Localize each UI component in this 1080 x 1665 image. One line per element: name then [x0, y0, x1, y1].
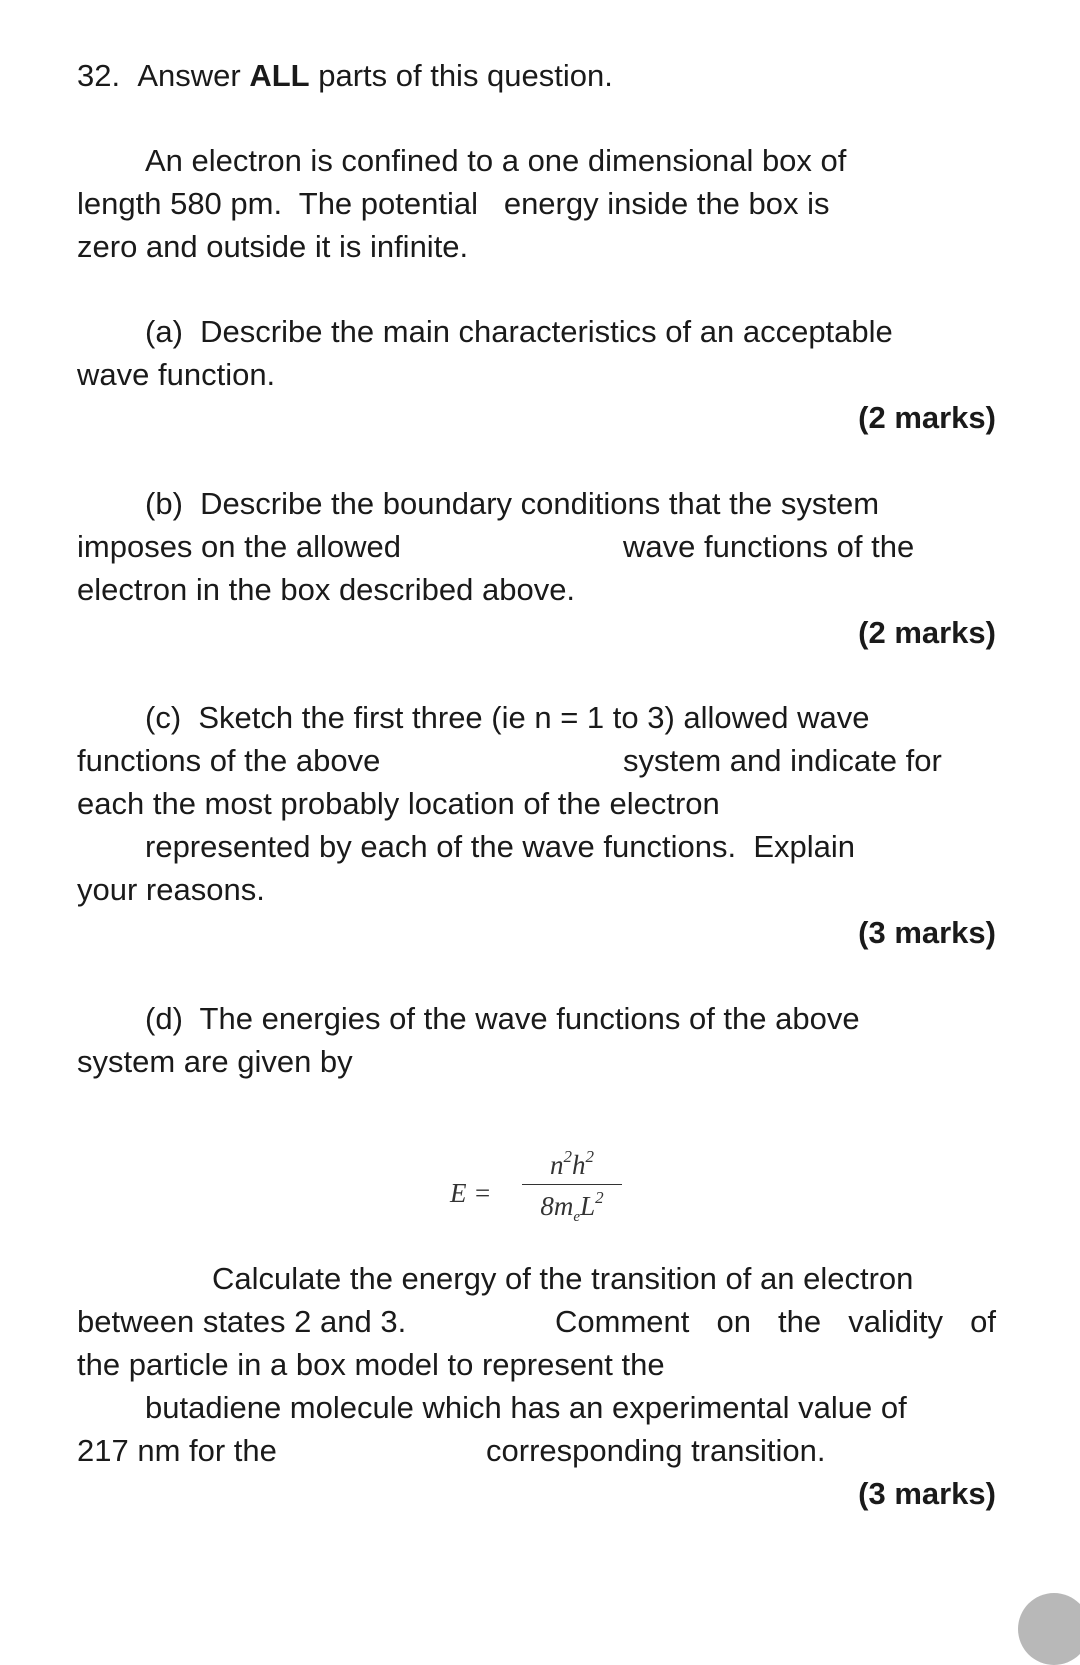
- question-heading: [77, 54, 613, 98]
- stem-line-1: An electron is confined to a one dimensional box of: [145, 143, 847, 178]
- part-c-line-5: your reasons.: [77, 872, 265, 907]
- part-c-line-4: represented by each of the wave functions. Explain: [145, 829, 855, 864]
- part-d-line-5: the particle in a box model to represent the: [77, 1347, 665, 1382]
- part-b-line-3: electron in the box described above.: [77, 572, 576, 607]
- part-d-line-4-word-4: validity: [848, 1304, 944, 1339]
- formula-fraction: [522, 1147, 622, 1225]
- question-intro-after: parts of this question.: [309, 58, 613, 93]
- part-d-line-7-right: corresponding transition.: [486, 1433, 826, 1468]
- formula-den-l-exp: 2: [595, 1188, 604, 1207]
- part-b-marks: (2 marks): [858, 615, 996, 650]
- formula-num-n-exp: 2: [563, 1147, 572, 1166]
- question-intro-before: Answer: [137, 58, 250, 93]
- part-d-line-4-word-2: on: [716, 1304, 751, 1339]
- part-a-line-2: wave function.: [77, 357, 276, 392]
- question-number: 32.: [77, 58, 121, 93]
- formula-lhs: E =: [450, 1178, 492, 1208]
- formula-den-l: L: [580, 1191, 596, 1221]
- formula-denominator: [522, 1188, 622, 1225]
- part-a-marks: (2 marks): [858, 400, 996, 435]
- part-d-marks: (3 marks): [858, 1476, 996, 1511]
- part-b-line-2-left: imposes on the allowed: [77, 529, 401, 564]
- formula-den-coef: 8m: [540, 1191, 574, 1221]
- part-d-line-7-left: 217 nm for the: [77, 1433, 277, 1468]
- part-d-line-6: butadiene molecule which has an experimental value of: [145, 1390, 907, 1425]
- formula-num-h: h: [572, 1150, 586, 1180]
- part-c-line-2-right: system and indicate for: [623, 743, 942, 778]
- part-c-marks: (3 marks): [858, 915, 996, 950]
- part-d-line-2: system are given by: [77, 1044, 353, 1079]
- part-c-line-3: each the most probably location of the electron: [77, 786, 720, 821]
- question-intro-bold: ALL: [249, 58, 310, 93]
- part-c-line-2-left: functions of the above: [77, 743, 381, 778]
- part-d-line-3: Calculate the energy of the transition of an electron: [212, 1261, 914, 1296]
- part-d-line-4-word-5: of: [970, 1304, 996, 1339]
- stem-line-2: length 580 pm. The potential energy inside the box is: [77, 186, 830, 221]
- formula-num-h-exp: 2: [585, 1147, 594, 1166]
- part-c-line-1: (c) Sketch the first three (ie n = 1 to 3) allowed wave: [145, 700, 870, 735]
- formula-den-sub: e: [573, 1209, 581, 1225]
- stem-line-3: zero and outside it is infinite.: [77, 229, 469, 264]
- part-a-line-1: (a) Describe the main characteristics of an acceptable: [145, 314, 893, 349]
- formula-num-n: n: [550, 1150, 564, 1180]
- part-d-line-4-left: between states 2 and 3.: [77, 1304, 407, 1339]
- part-b-line-2-right: wave functions of the: [623, 529, 915, 564]
- part-d-line-4-word-3: the: [778, 1304, 822, 1339]
- formula-fraction-bar: [522, 1184, 622, 1185]
- corner-scroll-indicator: [1018, 1593, 1080, 1665]
- part-d-line-4-word-1: Comment: [555, 1304, 690, 1339]
- part-b-line-1: (b) Describe the boundary conditions that the system: [145, 486, 880, 521]
- formula-numerator: [522, 1147, 622, 1180]
- part-d-line-1: (d) The energies of the wave functions of the above: [145, 1001, 860, 1036]
- part-d-line-4-right: [555, 1300, 996, 1344]
